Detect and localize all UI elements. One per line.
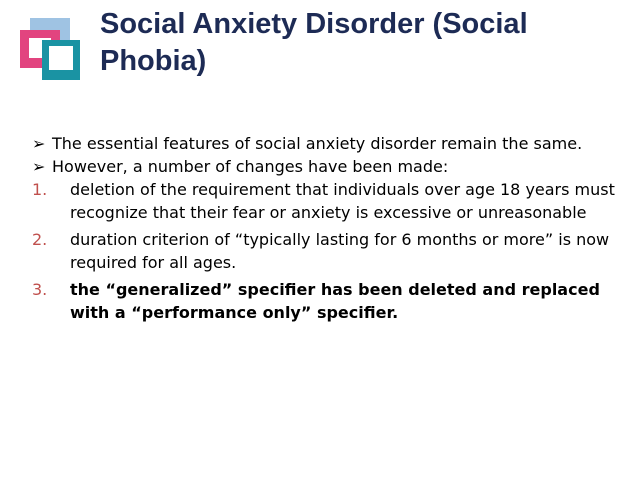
item-number: 1. — [32, 180, 48, 199]
numbered-item — [32, 178, 622, 224]
slide-title — [100, 6, 620, 80]
arrow-bullet-icon: ➢ — [32, 157, 46, 176]
arrow-bullet-icon: ➢ — [32, 134, 46, 153]
bullet-text: The essential features of social anxiety disorder remain the same. — [52, 134, 583, 153]
numbered-item — [32, 278, 622, 324]
bullet-text: However, a number of changes have been made: — [52, 157, 449, 176]
item-number: 3. — [32, 280, 48, 299]
item-text: deletion of the requirement that individuals over age 18 years must recognize that their fear or anxiety is excessive or unreasonable — [70, 180, 615, 222]
bullet-item — [32, 155, 622, 178]
slide-title-line-1: Social Anxiety Disorder (Social — [100, 8, 528, 40]
slide-title-line-2: Phobia) — [100, 45, 207, 77]
bullet-item — [32, 132, 622, 155]
slide-body — [32, 132, 622, 324]
numbered-item — [32, 228, 622, 274]
item-number: 2. — [32, 230, 48, 249]
item-text: duration criterion of “typically lasting for 6 months or more” is now required for all ages. — [70, 230, 610, 272]
logo-teal-square-hole — [49, 46, 73, 70]
logo — [0, 0, 90, 90]
item-text: the “generalized” specifier has been deleted and replaced with a “performance only” specifier. — [70, 280, 600, 322]
